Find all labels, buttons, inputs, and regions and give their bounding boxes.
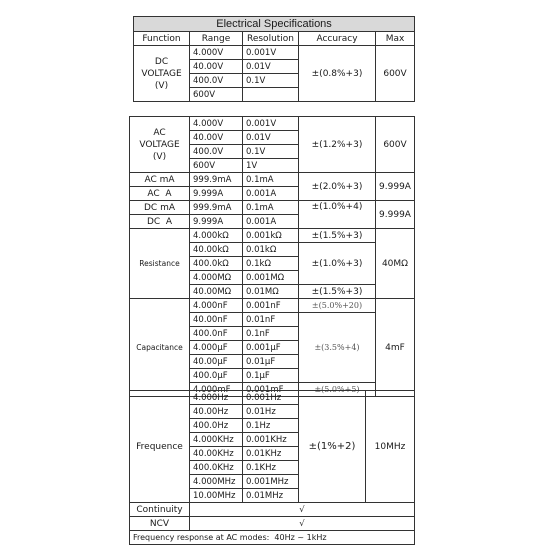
resolution-cell: 0.01Hz bbox=[243, 405, 299, 419]
resolution-cell: 0.1μF bbox=[243, 369, 299, 383]
resolution-cell: 0.1mA bbox=[243, 201, 299, 215]
resolution-cell: 0.1V bbox=[243, 74, 299, 88]
range-cell: 4.000nF bbox=[190, 299, 243, 313]
range-cell: 40.00V bbox=[190, 60, 243, 74]
resolution-cell: 0.001MΩ bbox=[243, 271, 299, 285]
max-cell: 600V bbox=[376, 117, 415, 173]
resolution-cell: 0.001Hz bbox=[243, 391, 299, 405]
resolution-cell: 0.01V bbox=[243, 131, 299, 145]
resolution-cell: 0.01μF bbox=[243, 355, 299, 369]
function-capacitance: Capacitance bbox=[130, 299, 190, 397]
function-frequence: Frequence bbox=[130, 391, 190, 503]
resolution-cell: 0.01MΩ bbox=[243, 285, 299, 299]
resolution-cell: 0.1mA bbox=[243, 173, 299, 187]
resolution-cell: 0.001V bbox=[243, 117, 299, 131]
range-cell: 400.0μF bbox=[190, 369, 243, 383]
range-cell: 40.00MΩ bbox=[190, 285, 243, 299]
range-cell: 4.000kΩ bbox=[190, 229, 243, 243]
frequency-response-note: Frequency response at AC modes: 40Hz ~ 1kHz bbox=[130, 531, 415, 545]
resolution-cell: 0.01V bbox=[243, 60, 299, 74]
accuracy-cell: ±(1%+2) bbox=[299, 391, 366, 503]
range-cell: 400.0Hz bbox=[190, 419, 243, 433]
resolution-cell: 0.001kΩ bbox=[243, 229, 299, 243]
resolution-cell: 0.01KHz bbox=[243, 447, 299, 461]
range-cell: 400.0kΩ bbox=[190, 257, 243, 271]
frequency-spec-table bbox=[129, 390, 415, 545]
function-ncv: NCV bbox=[130, 517, 190, 531]
range-cell: 4.000MHz bbox=[190, 475, 243, 489]
resolution-cell: 0.001mF bbox=[243, 383, 299, 397]
resolution-cell: 0.001nF bbox=[243, 299, 299, 313]
range-cell: 40.00nF bbox=[190, 313, 243, 327]
resolution-cell: 0.001MHz bbox=[243, 475, 299, 489]
ac-spec-table bbox=[129, 116, 415, 397]
accuracy-cell: ±(3.5%+4) bbox=[299, 313, 376, 383]
resolution-cell: 0.1KHz bbox=[243, 461, 299, 475]
header-function: Function bbox=[134, 32, 190, 46]
range-cell: 600V bbox=[190, 159, 243, 173]
accuracy-cell: ±(1.2%+3) bbox=[299, 117, 376, 173]
function-line: AC bbox=[153, 127, 166, 138]
range-cell: 4.000mF bbox=[190, 383, 243, 397]
range-cell: 600V bbox=[190, 88, 243, 102]
function-continuity: Continuity bbox=[130, 503, 190, 517]
range-cell: 400.0V bbox=[190, 74, 243, 88]
resolution-cell: 0.001A bbox=[243, 187, 299, 201]
function-ac-voltage bbox=[130, 117, 190, 173]
range-cell: 999.9mA bbox=[190, 201, 243, 215]
range-cell: 4.000V bbox=[190, 117, 243, 131]
function-line: DC bbox=[154, 56, 169, 67]
resolution-cell bbox=[243, 88, 299, 102]
max-cell: 40MΩ bbox=[376, 229, 415, 299]
accuracy-cell: ±(1.0%+4) bbox=[299, 201, 376, 229]
range-cell: 4.000V bbox=[190, 46, 243, 60]
resolution-cell: 0.01nF bbox=[243, 313, 299, 327]
max-cell: 600V bbox=[376, 46, 415, 102]
resolution-cell: 0.001A bbox=[243, 215, 299, 229]
function-line: VOLTAGE bbox=[141, 68, 182, 79]
accuracy-cell: ±(5.0%+20) bbox=[299, 299, 376, 313]
continuity-check: √ bbox=[190, 503, 415, 517]
table-title: Electrical Specifications bbox=[134, 17, 415, 32]
range-cell: 9.999A bbox=[190, 215, 243, 229]
accuracy-cell: ±(1.5%+3) bbox=[299, 285, 376, 299]
function-line: VOLTAGE bbox=[139, 139, 180, 150]
range-cell: 400.0V bbox=[190, 145, 243, 159]
range-cell: 40.00kΩ bbox=[190, 243, 243, 257]
resolution-cell: 0.1nF bbox=[243, 327, 299, 341]
accuracy-cell: ±(0.8%+3) bbox=[299, 46, 376, 102]
max-cell: 9.999A bbox=[376, 173, 415, 201]
range-cell: 4.000μF bbox=[190, 341, 243, 355]
range-cell: 40.00KHz bbox=[190, 447, 243, 461]
resolution-cell: 0.01MHz bbox=[243, 489, 299, 503]
function-ac-ma: AC mA bbox=[130, 173, 190, 187]
range-cell: 40.00V bbox=[190, 131, 243, 145]
header-accuracy: Accuracy bbox=[299, 32, 376, 46]
range-cell: 4.000MΩ bbox=[190, 271, 243, 285]
resolution-cell: 0.1V bbox=[243, 145, 299, 159]
range-cell: 400.0KHz bbox=[190, 461, 243, 475]
accuracy-cell: ±(1.5%+3) bbox=[299, 229, 376, 243]
function-dc-voltage bbox=[134, 46, 190, 102]
resolution-cell: 0.001V bbox=[243, 46, 299, 60]
function-dc-a: DC A bbox=[130, 215, 190, 229]
resolution-cell: 0.01kΩ bbox=[243, 243, 299, 257]
function-ac-a: AC A bbox=[130, 187, 190, 201]
function-line: (V) bbox=[154, 80, 169, 91]
range-cell: 10.00MHz bbox=[190, 489, 243, 503]
range-cell: 999.9mA bbox=[190, 173, 243, 187]
header-range: Range bbox=[190, 32, 243, 46]
dc-voltage-spec-table bbox=[133, 16, 415, 102]
range-cell: 4.000Hz bbox=[190, 391, 243, 405]
resolution-cell: 0.001KHz bbox=[243, 433, 299, 447]
resolution-cell: 0.1kΩ bbox=[243, 257, 299, 271]
ncv-check: √ bbox=[190, 517, 415, 531]
accuracy-cell: ±(1.0%+3) bbox=[299, 243, 376, 285]
accuracy-cell: ±(2.0%+3) bbox=[299, 173, 376, 201]
function-resistance: Resistance bbox=[130, 229, 190, 299]
range-cell: 40.00μF bbox=[190, 355, 243, 369]
range-cell: 9.999A bbox=[190, 187, 243, 201]
max-cell: 9.999A bbox=[376, 201, 415, 229]
header-resolution: Resolution bbox=[243, 32, 299, 46]
resolution-cell: 1V bbox=[243, 159, 299, 173]
accuracy-cell: ±(5.0%+5) bbox=[299, 383, 376, 397]
range-cell: 4.000KHz bbox=[190, 433, 243, 447]
resolution-cell: 0.1Hz bbox=[243, 419, 299, 433]
max-cell: 4mF bbox=[376, 299, 415, 397]
range-cell: 40.00Hz bbox=[190, 405, 243, 419]
function-dc-ma: DC mA bbox=[130, 201, 190, 215]
range-cell: 400.0nF bbox=[190, 327, 243, 341]
function-line: (V) bbox=[152, 151, 167, 162]
max-cell: 10MHz bbox=[366, 391, 415, 503]
resolution-cell: 0.001μF bbox=[243, 341, 299, 355]
header-max: Max bbox=[376, 32, 415, 46]
